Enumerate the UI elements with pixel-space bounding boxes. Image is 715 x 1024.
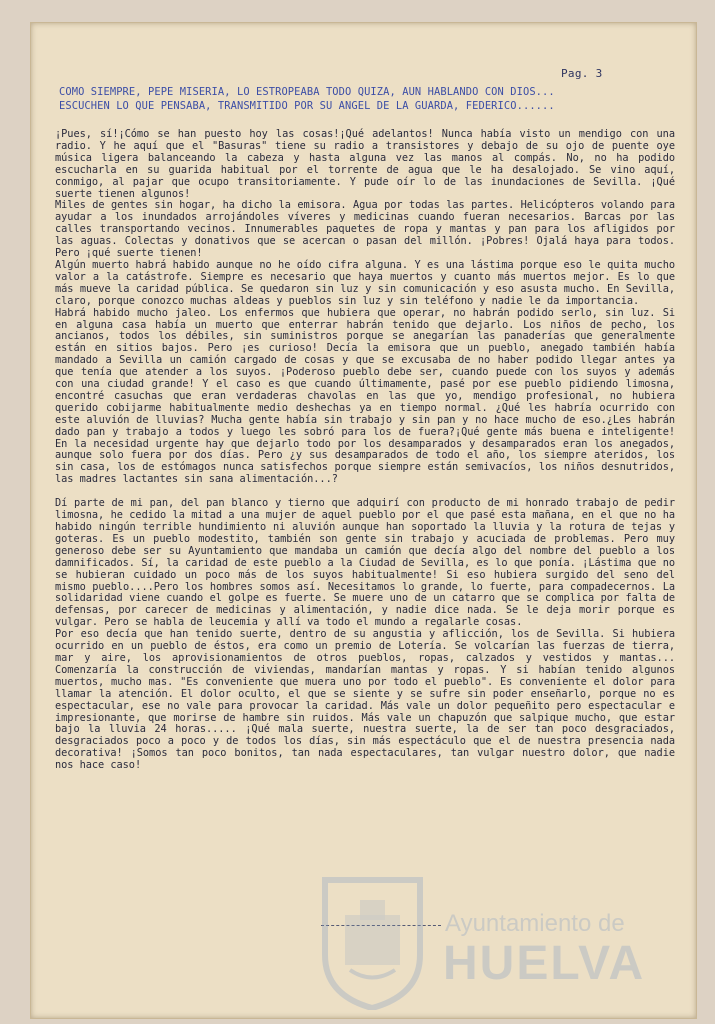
paragraph: Algún muerto habrá habido aunque no he oído cifra alguna. Y es una lástima porque eso le quita mucho valor a la catástrofe. Siempre es necesario que haya muertos y cuanto más muertos mejor. Es lo que más mueve la caridad pública. Se quedaron sin luz y sin comunicación y eso asusta mucho. En Sevilla, claro, porque conozco muchas aldeas y pueblos sin luz y sin teléfono y nadie le da importancia.	[55, 258, 675, 307]
document-header	[59, 85, 669, 113]
paragraph: Por eso decía que han tenido suerte, dentro de su angustia y aflicción, los de Sevilla. Si hubiera ocurrido en un pueblo de éstos, era como un premio de Lotería. Se volcarían las fuerzas de tierra, mar y aire, los aprovisionamientos de otros pueblos, ropas, calzados y vestidos y mantas... Comenzaría la construcción de viviendas, mandarían mantas y ropas. Y si habían tenido algunos muertos, mucho mas. "Es conveniente que muera uno por todo el pueblo". Es conveniente el dolor para llamar la atención. El dolor oculto, el que se siente y se sufre sin poder enseñarlo, porque no es espectacular, ese no vale para provocar la caridad. Más vale un dolor pequeñito pero espectacular e impresionante, que morirse de hambre sin ruidos. Más vale un chapuzón que salpique mucho, que estar bajo la lluvia 24 horas..... ¡Qué mala suerte, nuestra suerte, la de ser tan poco desgraciados, desgraciados poco a poco y de todos los días, sin más espectáculo que el de nuestra presencia nada decorativa! ¡Somos tan poco bonitos, tan nada espectaculares, tan vulgar nuestro dolor, que nadie nos hace caso!	[55, 628, 675, 772]
watermark-line-2: HUELVA	[443, 937, 646, 990]
paragraph: Habrá habido mucho jaleo. Los enfermos que hubiera que operar, no habrán podido serlo, sin luz. Si en alguna casa había un muerto que enterrar habrán tenido que dejarlo. Los niños de pecho, los ancianos, todos los débiles, sin suministros porque se anegarían las panaderías que generalmente están en sitios bajos. Pero ¡es curioso! Decía la emisora que un pueblo, anegado también había mandado a Sevilla un camión cargado de cosas y que se excusaba de no haber podido llegar antes ya que tenía que atender a los suyos. ¡Poderoso pueblo debe ser, cuando puede con los suyos y además con una ciudad grande! Y el caso es que cuando últimamente, pasé por ese pueblo pidiendo limosna, encontré casuchas que eran verdaderas chavolas en las que yo, mendigo profesional, no hubiera querido cobijarme habitualmente medio deshechas ya en tiempo normal. ¿Qué les habría ocurrido con este aluvión de lluvias? Mucha gente había sin trabajo y sin pan y no hace mucho de eso.¿Les habrán dado pan y trabajo a todos y luego les sobró para los de fuera?¡Qué gente más buena e inteligente! En la necesidad urgente hay que dejarlo todo por los desamparados y desamparados eran los anegados, aunque solo fuera por dos días. Pero ¿y sus desamparados de todo el año, los siempre ateridos, los sin casa, los de estómagos nunca satisfechos porque siempre están semivacíos, los niños desnutridos, las madres lactantes sin sana alimentación...?	[55, 306, 675, 486]
paragraph: Dí parte de mi pan, del pan blanco y tierno que adquirí con producto de mi honrado trabajo de pedir limosna, he cedido la mitad a una mujer de aquel pueblo por el que pasé esta mañana, en el que no ha habido ningún terrible hundimiento ni aluvión aunque han soportado la lluvia y la rotura de tejas y goteras. Es un pueblo modestito, también son gente sin trabajo y acuciada de problemas. Pero muy generoso debe ser su Ayuntamiento que mandaba un camión que decía algo del nombre del pueblo a los damnificados. Sí, la caridad de este pueblo a la Ciudad de Sevilla, es lo que ponía. ¡Lástima que no se hubieran cuidado un poco más de los suyos habitualmente! Si eso hubiera surgido del seno del mismo pueblo....Pero los hombres somos así. Necesitamos lo grande, lo fuerte, para compadecernos. La solidaridad viene cuando el golpe es fuerte. Se muere uno de un catarro que se complica por falta de defensas, por carecer de medicinas y alimentación, y nadie dice nada. Se le deja morir porque es vulgar. Pero se habla de leucemia y allí va todo el mundo a regalarle cosas.	[55, 497, 675, 629]
page-number: Pag. 3	[561, 67, 603, 80]
header-line-1: COMO SIEMPRE, PEPE MISERIA, LO ESTROPEABA TODO QUIZA, AUN HABLANDO CON DIOS...	[59, 86, 555, 98]
paragraph: Miles de gentes sin hogar, ha dicho la emisora. Agua por todas las partes. Helicópteros volando para ayudar a los inundados arrojándoles víveres y medicinas cuando fueran necesarios. Barcas por las calles transportando vecinos. Innumerables paquetes de ropa y mantas y pan para los afligidos por las aguas. Colectas y donativos que se acercan o pasan del millón. ¡Pobres! Ojalá haya para todos. Pero ¡qué suerte tienen!	[55, 199, 675, 260]
watermark-line-1: Ayuntamiento de	[445, 910, 625, 937]
document-page	[30, 22, 697, 1019]
header-line-2: ESCUCHEN LO QUE PENSABA, TRANSMITIDO POR SU ANGEL DE LA GUARDA, FEDERICO......	[59, 100, 555, 112]
paragraph: ¡Pues, sí!¡Cómo se han puesto hoy las cosas!¡Qué adelantos! Nunca había visto un mendigo con una radio. Y he aquí que el "Basuras" tiene su radio a transistores y debajo de su ojo de puente oye música ligera balanceando la cabeza y hasta alguna vez las manos al compás. No, no ha podido escucharla en su guarida habitual por el torrente de agua que le ha desalojado. Se vino aquí, conmigo, al pajar que ocupo transitoriamente. Y pude oír lo de las inundaciones de Sevilla. ¡Qué suerte tienen algunos!	[55, 128, 675, 200]
separator-line	[321, 925, 441, 926]
document-body	[55, 129, 675, 772]
